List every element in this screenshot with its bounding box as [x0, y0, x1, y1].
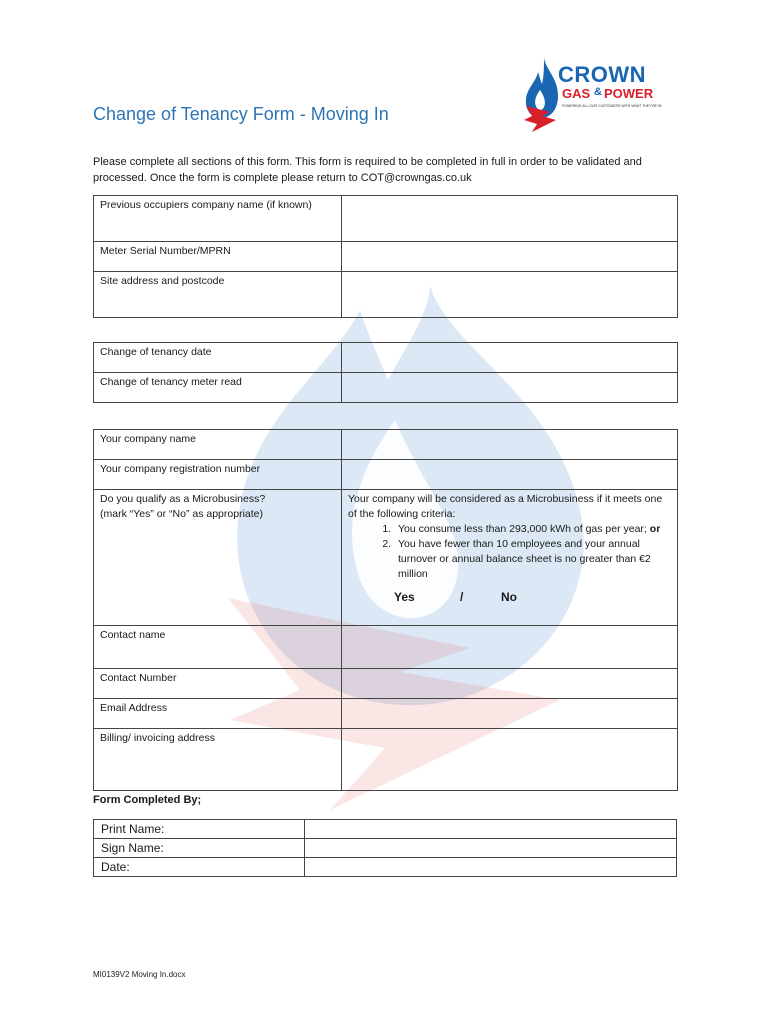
criteria-or: or [649, 523, 661, 535]
logo-flame-icon [522, 56, 562, 136]
page-title: Change of Tenancy Form - Moving In [93, 104, 389, 124]
logo-wordmark-power: POWER [604, 86, 654, 101]
criteria-intro: Your company will be considered as a Microbusiness if it meets one of the following criteria: [348, 493, 663, 520]
document-footer: MI0139V2 Moving In.docx [93, 970, 186, 979]
intro-text: Please complete all sections of this form. This form is required to be completed in full in order to be validated and processed. Once the form is complete please return to COT@crowngas.co.uk [93, 156, 642, 184]
cot-date-label: Change of tenancy date [94, 343, 342, 373]
contact-name-label: Contact name [94, 626, 342, 669]
criteria-item-1 [394, 522, 671, 537]
email-field[interactable] [342, 699, 678, 729]
logo-wordmark-gas: GAS [562, 86, 591, 101]
criteria-item-2: 2. You have fewer than 10 employees and your annual turnover or annual balance sheet is no greater than €2 million [394, 537, 671, 582]
crown-gas-power-logo [522, 56, 672, 136]
change-of-tenancy-table [93, 342, 678, 403]
form-completed-heading: Form Completed By; [93, 794, 202, 806]
site-address-field[interactable] [342, 272, 678, 318]
completed-by-table [93, 819, 677, 877]
company-reg-label: Your company registration number [94, 460, 342, 490]
print-name-label: Print Name: [94, 820, 305, 839]
previous-occupier-table [93, 195, 678, 318]
meter-serial-field[interactable] [342, 242, 678, 272]
date-field[interactable] [305, 858, 677, 877]
contact-name-field[interactable] [342, 626, 678, 669]
sign-name-label: Sign Name: [94, 839, 305, 858]
criteria-list [348, 522, 671, 582]
email-label: Email Address [94, 699, 342, 729]
site-address-label: Site address and postcode [94, 272, 342, 318]
microbusiness-instruction: (mark “Yes” or “No” as appropriate) [100, 508, 263, 520]
criteria-item-1-text: You consume less than 293,000 kWh of gas per year; [398, 523, 647, 535]
date-label: Date: [94, 858, 305, 877]
company-details-table [93, 429, 678, 791]
company-name-label: Your company name [94, 430, 342, 460]
microbusiness-criteria-cell [342, 490, 678, 626]
previous-occupiers-label: Previous occupiers company name (if known) [94, 196, 342, 242]
yes-no-separator: / [460, 590, 464, 604]
logo-wordmark-amp: & [594, 86, 602, 98]
no-option[interactable]: No [501, 590, 517, 604]
meter-serial-label: Meter Serial Number/MPRN [94, 242, 342, 272]
contact-number-field[interactable] [342, 669, 678, 699]
logo-wordmark-crown: CROWN [558, 62, 647, 87]
billing-address-field[interactable] [342, 729, 678, 791]
logo-tagline: POWERING ALL OUR CUSTOMERS WITH WHAT THEY'RE IN [562, 104, 662, 108]
company-name-field[interactable] [342, 430, 678, 460]
cot-date-field[interactable] [342, 343, 678, 373]
yes-no-choice [348, 590, 671, 606]
billing-address-label: Billing/ invoicing address [94, 729, 342, 791]
cot-meter-read-field[interactable] [342, 373, 678, 403]
sign-name-field[interactable] [305, 839, 677, 858]
microbusiness-question: Do you qualify as a Microbusiness? [100, 493, 266, 505]
company-reg-field[interactable] [342, 460, 678, 490]
contact-number-label: Contact Number [94, 669, 342, 699]
previous-occupiers-field[interactable] [342, 196, 678, 242]
yes-option[interactable]: Yes [394, 590, 415, 604]
print-name-field[interactable] [305, 820, 677, 839]
microbusiness-label [94, 490, 342, 626]
cot-meter-read-label: Change of tenancy meter read [94, 373, 342, 403]
